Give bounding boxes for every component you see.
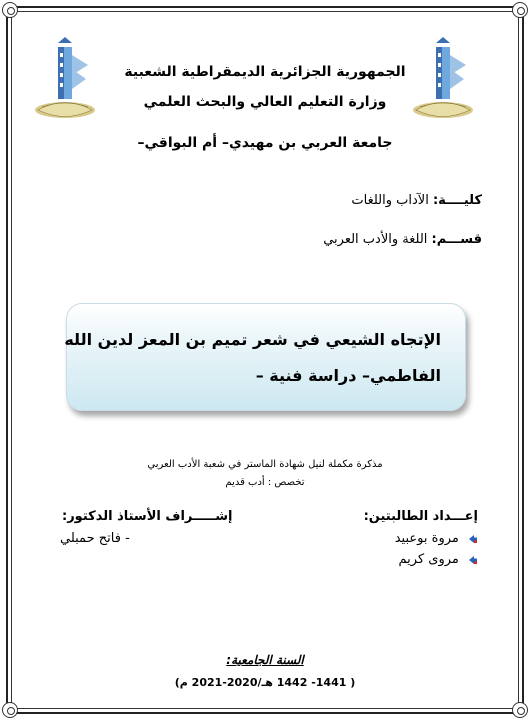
supervisor-heading: إشـــــراف الأستاذ الدكتور: [62,509,233,524]
department-value: اللغة والأدب العربي [323,232,428,247]
ministry-heading: وزارة التعليم العالي والبحث العلمي [143,94,387,110]
student-item [395,531,478,546]
academic-year-label: السنة الجامعية: [226,653,304,667]
student-name: مروة بوعبيد [394,531,459,546]
thesis-title-box [66,303,466,411]
department-label: قســـم: [431,232,482,247]
corner-ornament-icon [512,702,528,718]
department-line [323,232,482,247]
students-heading: إعـــداد الطالبتين: [363,509,478,524]
thesis-title-line-1: الإتجاه الشيعي في شعر تميم بن المعز لدين الله [64,330,441,349]
academic-year-value: ( 1441- 1442 هـ/2020-2021 م) [174,676,356,689]
corner-ornament-icon [2,2,18,18]
supervisor-name: - فاتح حمبلي [60,531,130,546]
faculty-label: كليــــة: [432,193,482,208]
university-logo-icon [408,35,478,130]
arrow-bullet-icon [468,555,478,565]
faculty-value: الآداب واللغات [351,193,429,208]
corner-ornament-icon [512,2,528,18]
student-name: مروى كريم [398,552,459,567]
degree-note: مذكرة مكملة لنيل شهادة الماستر في شعبة الأدب العربي [147,459,383,470]
republic-heading: الجمهورية الجزائرية الديمقراطية الشعبية [124,64,406,80]
university-heading: جامعة العربي بن مهيدي– أم البواقي– [137,135,393,151]
thesis-title-line-2: الفاطمي– دراسة فنية – [255,366,441,385]
corner-ornament-icon [2,702,18,718]
university-logo-icon [30,35,100,130]
faculty-line [351,193,482,208]
student-item [399,552,479,567]
arrow-bullet-icon [468,534,478,544]
specialty: تخصص : أدب قديم [225,477,305,488]
